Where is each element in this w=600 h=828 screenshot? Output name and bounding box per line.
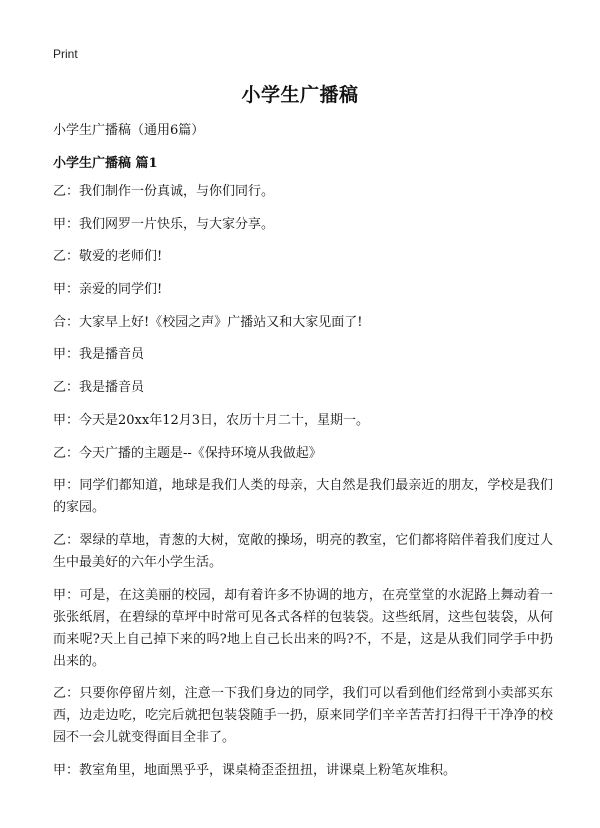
paragraph: 乙：翠绿的草地，青葱的大树，宽敞的操场，明亮的教室，它们都将陪伴着我们度过人生中最美好的六年小学生活。 <box>53 532 553 570</box>
document-title: 小学生广播稿 <box>241 84 359 106</box>
paragraph: 乙：我是播音员 <box>53 380 145 396</box>
document-body <box>53 181 553 793</box>
paragraph: 乙：敬爱的老师们! <box>53 249 163 265</box>
paragraph: 甲：教室角里，地面黑乎乎，课桌椅歪歪扭扭，讲课桌上粉笔灰堆积。 <box>53 762 457 778</box>
paragraph: 甲：可是，在这美丽的校园，却有着许多不协调的地方，在亮堂堂的水泥路上舞动着一张张纸屑，在碧绿的草坪中时常可见各式各样的包装袋。这些纸屑，这些包装袋，从何而来呢?天上自己掉下来的吗?地上自己长出来的吗?不，不是，这是从我们同学手中扔出来的。 <box>53 587 553 669</box>
paragraph: 合：大家早上好!《校园之声》广播站又和大家见面了! <box>53 314 363 330</box>
print-label: Print <box>53 47 78 61</box>
paragraph: 甲：我们网罗一片快乐，与大家分享。 <box>53 216 275 232</box>
paragraph: 甲：亲爱的同学们! <box>53 282 163 298</box>
paragraph: 甲：今天是20xx年12月3日，农历十月二十，星期一。 <box>53 412 370 428</box>
paragraph: 乙：我们制作一份真诚，与你们同行。 <box>53 184 275 199</box>
paragraph: 乙：今天广播的主题是--《保持环境从我做起》 <box>53 445 322 461</box>
paragraph: 甲：同学们都知道，地球是我们人类的母亲，大自然是我们最亲近的朋友，学校是我们的家园。 <box>53 478 553 516</box>
paragraph: 甲：我是播音员 <box>53 347 145 363</box>
paragraph: 乙：只要你停留片刻，注意一下我们身边的同学，我们可以看到他们经常到小卖部买东西，边走边吃，吃完后就把包装袋随手一扔，原来同学们辛辛苦苦打扫得干干净净的校园不一会儿就变得面目全非了。 <box>53 686 553 746</box>
section-heading: 小学生广播稿 篇1 <box>53 156 158 171</box>
document-subtitle: 小学生广播稿（通用6篇） <box>53 123 205 138</box>
